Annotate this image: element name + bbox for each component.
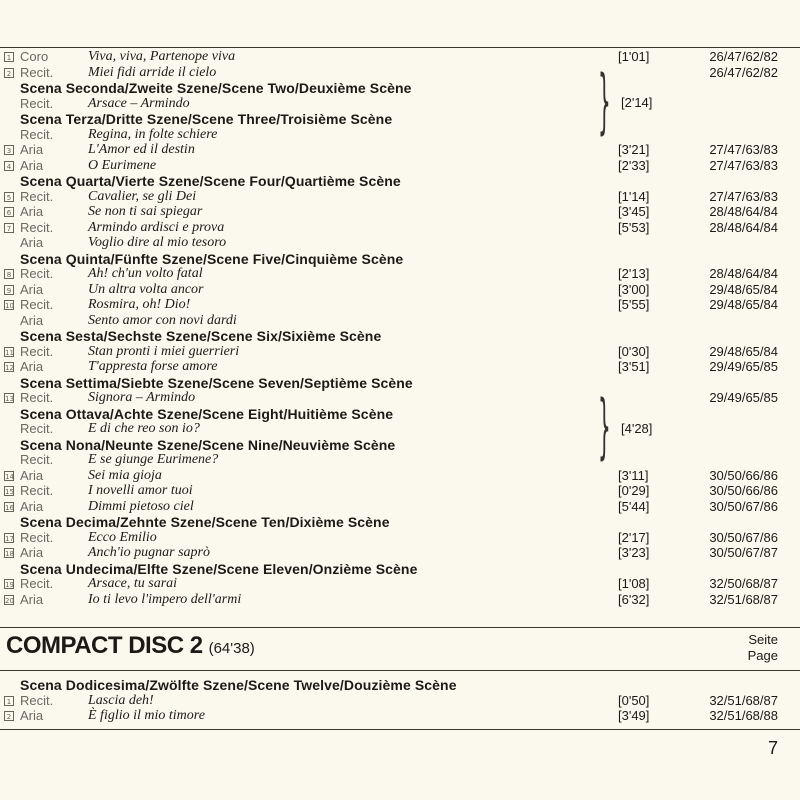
page-refs: 30/50/66/86 xyxy=(709,483,778,498)
piece-type: Recit. xyxy=(20,64,54,80)
track-row xyxy=(0,344,800,360)
piece-type: Recit. xyxy=(20,266,54,281)
group-duration: [2'14] xyxy=(621,95,653,111)
piece-title: Dimmi pietoso ciel xyxy=(88,498,194,514)
duration: [2'33] xyxy=(618,157,650,173)
track-number-icon: 20 xyxy=(5,596,14,605)
scene-heading-row xyxy=(0,406,800,422)
track-row xyxy=(0,49,800,65)
track-number-icon: 1 xyxy=(4,52,14,62)
page-refs: 32/51/68/88 xyxy=(709,708,778,723)
track-row xyxy=(0,189,800,205)
piece-title: Armindo ardisci e prova xyxy=(88,219,225,235)
scene-heading: Scena Settima/Siebte Szene/Scene Seven/Septième Scène xyxy=(20,374,413,391)
page-refs: 28/48/64/84 xyxy=(709,204,778,219)
track-number-icon: 6 xyxy=(4,207,14,217)
track-row xyxy=(0,421,800,437)
bottom-rule xyxy=(0,729,800,730)
scene-heading: Scena Quarta/Vierte Szene/Scene Four/Quartième Scène xyxy=(20,173,401,189)
track-row xyxy=(0,65,800,81)
scene-heading-row xyxy=(0,375,800,391)
piece-title: O Eurimene xyxy=(88,157,157,173)
scene-heading-row xyxy=(0,561,800,577)
piece-type: Recit. xyxy=(20,219,54,235)
piece-type: Recit. xyxy=(20,343,54,359)
track-row xyxy=(0,452,800,468)
page-refs: 29/48/65/84 xyxy=(709,281,778,297)
scene-heading: Scena Terza/Dritte Szene/Scene Three/Troisième Scène xyxy=(20,111,393,127)
piece-type: Recit. xyxy=(20,421,54,436)
track-number-icon: 17 xyxy=(5,534,14,543)
scene-heading: Scena Nona/Neunte Szene/Scene Nine/Neuvième Scène xyxy=(20,436,396,453)
duration: [3'00] xyxy=(618,281,650,297)
piece-type: Recit. xyxy=(20,529,54,545)
piece-title: Regina, in folte schiere xyxy=(88,126,218,142)
page-refs: 30/50/66/86 xyxy=(709,467,778,483)
page-refs: 27/47/63/83 xyxy=(709,157,778,173)
track-row xyxy=(0,499,800,515)
track-row xyxy=(0,708,800,724)
piece-title: Cavalier, se gli Dei xyxy=(88,188,197,204)
page-refs: 30/50/67/86 xyxy=(709,498,778,514)
track-row xyxy=(0,266,800,282)
page-refs: 29/48/65/84 xyxy=(709,297,778,312)
disc2-title: COMPACT DISC 2 xyxy=(6,632,203,659)
page-refs: 32/50/68/87 xyxy=(709,576,778,591)
page-number: 7 xyxy=(767,738,778,758)
piece-type: Aria xyxy=(20,204,44,219)
page-refs: 26/47/62/82 xyxy=(709,49,778,64)
track-number-icon: 2 xyxy=(4,68,14,78)
scene-heading-row xyxy=(0,111,800,127)
duration: [2'17] xyxy=(618,529,650,545)
track-row xyxy=(0,576,800,592)
track-row xyxy=(0,592,800,608)
piece-title: Rosmira, oh! Dio! xyxy=(88,297,191,312)
piece-type: Aria xyxy=(20,591,44,607)
piece-type: Aria xyxy=(20,498,44,514)
piece-type: Aria xyxy=(20,312,44,328)
page-refs: 26/47/62/82 xyxy=(709,64,778,80)
duration: [0'50] xyxy=(618,692,650,708)
piece-title: I novelli amor tuoi xyxy=(88,483,193,498)
track-row xyxy=(0,530,800,546)
track-number-icon: 7 xyxy=(4,223,14,233)
piece-type: Aria xyxy=(20,359,44,374)
duration: [1'08] xyxy=(618,576,650,591)
scene-heading-row xyxy=(0,437,800,453)
brace-bracket: } xyxy=(598,382,611,468)
piece-type: Aria xyxy=(20,545,44,560)
disc2-duration: (64'38) xyxy=(208,640,255,657)
piece-title: Ecco Emilio xyxy=(88,529,157,545)
page-refs: 28/48/64/84 xyxy=(709,266,778,281)
piece-title: Anch'io pugnar saprò xyxy=(88,545,210,560)
piece-type: Recit. xyxy=(20,483,54,498)
piece-title: Sento amor con novi dardi xyxy=(88,312,237,328)
page-refs: 29/48/65/84 xyxy=(709,343,778,359)
piece-title: E se giunge Eurimene? xyxy=(88,452,219,467)
track-number-icon: 10 xyxy=(5,302,14,310)
piece-type: Recit. xyxy=(20,126,54,142)
page-refs: 27/47/63/83 xyxy=(709,142,778,157)
duration: [0'30] xyxy=(618,343,650,359)
track-number-icon: 9 xyxy=(4,285,14,295)
scene-heading-row xyxy=(0,514,800,530)
track-number-icon: 15 xyxy=(5,488,14,496)
track-number-icon: 19 xyxy=(5,581,14,589)
track-row xyxy=(0,468,800,484)
piece-title: È figlio il mio timore xyxy=(88,708,205,723)
piece-type: Recit. xyxy=(20,692,54,708)
track-number-icon: 14 xyxy=(5,472,14,481)
scene-heading-row xyxy=(0,173,800,189)
track-number-icon: 11 xyxy=(5,348,14,357)
scene-heading-row xyxy=(0,328,800,344)
scene-heading-row xyxy=(0,677,800,693)
track-number-icon: 5 xyxy=(4,192,14,202)
piece-title: Stan pronti i miei guerrieri xyxy=(88,343,240,359)
duration: [3'45] xyxy=(618,204,650,219)
piece-type: Recit. xyxy=(20,452,54,467)
duration: [5'44] xyxy=(618,498,650,514)
piece-type: Coro xyxy=(20,49,49,64)
disc2-header-rule xyxy=(0,670,800,671)
page-refs: 27/47/63/83 xyxy=(709,188,778,204)
piece-title: L'Amor ed il destin xyxy=(88,142,195,157)
duration: [1'01] xyxy=(618,49,650,64)
duration: [6'32] xyxy=(618,591,650,607)
piece-type: Aria xyxy=(20,708,44,723)
duration: [1'14] xyxy=(618,188,650,204)
piece-type: Aria xyxy=(20,157,44,173)
track-number-icon: 4 xyxy=(4,161,14,171)
page-refs: 30/50/67/87 xyxy=(709,545,778,560)
piece-type: Recit. xyxy=(20,188,54,204)
track-row xyxy=(0,220,800,236)
piece-type: Recit. xyxy=(20,390,54,405)
piece-title: E di che reo son io? xyxy=(88,421,200,436)
track-row xyxy=(0,545,800,561)
piece-title: Lascia deh! xyxy=(88,692,154,708)
duration: [0'29] xyxy=(618,483,650,498)
piece-title: Io ti levo l'impero dell'armi xyxy=(88,591,242,607)
scene-heading-row xyxy=(0,80,800,96)
piece-title: Miei fidi arride il cielo xyxy=(88,64,217,80)
scene-heading: Scena Sesta/Sechste Szene/Scene Six/Sixième Scène xyxy=(20,328,382,344)
track-row xyxy=(0,483,800,499)
piece-title: Viva, viva, Partenope viva xyxy=(88,49,236,64)
disc-divider-rule xyxy=(0,627,800,628)
track-number-icon: 13 xyxy=(5,395,14,403)
piece-type: Recit. xyxy=(20,95,54,111)
piece-title: Sei mia gioja xyxy=(88,467,162,483)
top-rule xyxy=(0,47,800,48)
scene-heading: Scena Undecima/Elfte Szene/Scene Eleven/Onzième Scène xyxy=(20,560,418,577)
track-number-icon: 3 xyxy=(4,145,14,155)
piece-type: Aria xyxy=(20,281,44,297)
piece-title: T'appresta forse amore xyxy=(88,359,218,374)
track-number-icon: 12 xyxy=(5,364,14,372)
track-row xyxy=(0,158,800,174)
piece-title: Arsace – Armindo xyxy=(88,95,190,111)
piece-type: Aria xyxy=(20,142,44,157)
duration: [2'13] xyxy=(618,266,650,281)
piece-type: Recit. xyxy=(20,576,54,591)
duration: [5'55] xyxy=(618,297,650,312)
duration: [3'49] xyxy=(618,708,650,723)
track-row xyxy=(0,359,800,375)
page-refs: 30/50/67/86 xyxy=(709,529,778,545)
scene-heading: Scena Dodicesima/Zwölfte Szene/Scene Twelve/Douzième Scène xyxy=(20,677,457,693)
page-refs: 29/49/65/85 xyxy=(709,359,778,374)
piece-type: Aria xyxy=(20,467,44,483)
track-row xyxy=(0,313,800,329)
scene-heading: Scena Quinta/Fünfte Szene/Scene Five/Cinquième Scène xyxy=(20,250,404,267)
track-row xyxy=(0,204,800,220)
page-refs: 28/48/64/84 xyxy=(709,219,778,235)
track-number-icon: 16 xyxy=(5,503,14,512)
piece-type: Aria xyxy=(20,235,44,250)
duration: [3'21] xyxy=(618,142,650,157)
scene-heading: Scena Seconda/Zweite Szene/Scene Two/Deuxième Scène xyxy=(20,80,412,96)
track-row xyxy=(0,235,800,251)
disc2-header xyxy=(6,632,255,662)
track-number-icon: 1 xyxy=(4,696,14,706)
page-refs: 29/49/65/85 xyxy=(709,390,778,405)
track-row xyxy=(0,297,800,313)
track-row xyxy=(0,282,800,298)
page-header-page: Page xyxy=(747,648,778,663)
page-column-header xyxy=(748,632,778,664)
piece-title: Voglio dire al mio tesoro xyxy=(88,235,227,250)
track-row xyxy=(0,693,800,709)
page-refs: 32/51/68/87 xyxy=(709,692,778,708)
piece-title: Un altra volta ancor xyxy=(88,281,204,297)
group-duration: [4'28] xyxy=(621,420,653,436)
track-number-icon: 8 xyxy=(4,269,14,279)
duration: [3'11] xyxy=(618,467,649,483)
duration: [5'53] xyxy=(618,219,650,235)
track-number-icon: 2 xyxy=(4,711,14,721)
piece-title: Arsace, tu sarai xyxy=(88,576,178,591)
track-row xyxy=(0,96,800,112)
piece-type: Recit. xyxy=(20,297,54,312)
scene-heading: Scena Decima/Zehnte Szene/Scene Ten/Dixième Scène xyxy=(20,514,390,530)
track-row xyxy=(0,142,800,158)
scene-heading: Scena Ottava/Achte Szene/Scene Eight/Huitième Scène xyxy=(20,405,394,422)
track-row xyxy=(0,127,800,143)
duration: [3'51] xyxy=(618,359,650,374)
piece-title: Signora – Armindo xyxy=(88,390,196,405)
track-row xyxy=(0,390,800,406)
page-header-seite: Seite xyxy=(748,632,778,647)
scene-heading-row xyxy=(0,251,800,267)
page-refs: 32/51/68/87 xyxy=(709,591,778,607)
piece-title: Se non ti sai spiegar xyxy=(88,204,203,219)
piece-title: Ah! ch'un volto fatal xyxy=(88,266,203,281)
duration: [3'23] xyxy=(618,545,650,560)
track-number-icon: 18 xyxy=(5,550,14,558)
brace-bracket: } xyxy=(598,57,611,142)
